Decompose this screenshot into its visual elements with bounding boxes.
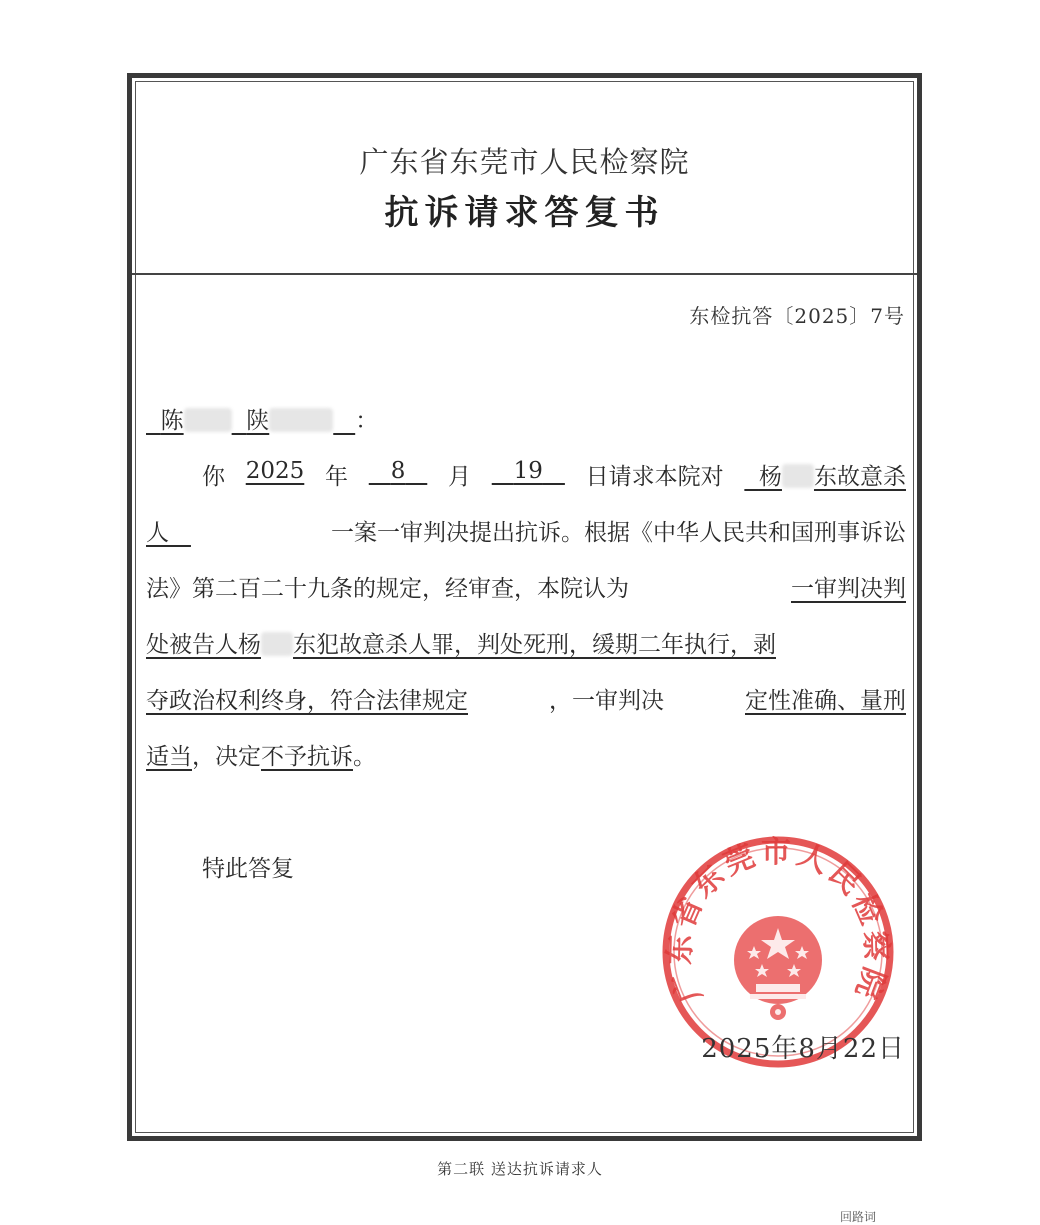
opinion-cont [146, 626, 776, 659]
body-line-2 [146, 514, 906, 547]
month-unit: 月 [448, 464, 471, 490]
body-line-5 [146, 682, 906, 715]
request-month-field [369, 458, 428, 491]
body-you: 你 [202, 464, 225, 490]
request-month: 8 [390, 458, 406, 484]
body-line-3 [146, 570, 906, 603]
case-name: 东故意杀 [813, 464, 906, 490]
judgment-assessment: 定性准确、量刑 [745, 688, 906, 714]
body-line-6 [146, 738, 376, 771]
opinion-field: 一审判决判 [791, 576, 906, 602]
organization-name: 广东省东莞市人民检察院 [359, 145, 690, 179]
request-day-field [492, 458, 565, 491]
document-number: 东检抗答〔2025〕7号 [689, 304, 905, 328]
body-text: 法》第二百二十九条的规定，经审查，本院认为 [146, 576, 629, 602]
year-unit: 年 [325, 464, 349, 490]
redacted-name [269, 408, 333, 432]
addressee-field [146, 408, 355, 434]
body-line-1 [146, 458, 906, 491]
seal-ring-text: 广东省东莞市人民检察院 [662, 835, 894, 1007]
opinion-text: 处被告人杨 [146, 632, 261, 658]
redacted-name [261, 632, 293, 656]
document-frame [127, 73, 922, 1141]
national-emblem-icon [734, 916, 822, 1020]
redacted-name [782, 464, 814, 488]
title-divider [132, 273, 917, 275]
request-day: 19 [513, 458, 543, 484]
addressee-line [146, 402, 378, 435]
case-name-cont [146, 514, 191, 547]
case-field [744, 458, 906, 491]
addressee-colon: ： [355, 408, 379, 434]
decision: 不予抗诉 [261, 744, 353, 770]
body-line-4 [146, 626, 906, 659]
issue-date: 2025年8月22日 [701, 1034, 905, 1064]
addressee-prefix: 陈 [160, 408, 184, 434]
body-text: ，一审判决 [549, 688, 664, 714]
opinion-text: 夺政治权利终身，符合法律规定 [146, 688, 468, 714]
request-text: 日请求本院对 [585, 464, 724, 490]
opinion-text: 东犯故意杀人罪，判处死刑，缓期二年执行，剥 [293, 632, 776, 658]
body-text: 一案一审判决提出抗诉。根据《中华人民共和国刑事诉讼 [331, 520, 906, 546]
document-title: 抗诉请求答复书 [384, 193, 665, 233]
footer-copy-label: 第二联 送达抗诉请求人 [437, 1160, 603, 1178]
judgment-assessment: 适当 [146, 744, 192, 770]
request-year: 2025 [245, 458, 305, 484]
redacted-name [184, 408, 232, 432]
body-text: 。 [353, 744, 376, 770]
addressee-middle: 陕 [246, 408, 270, 434]
defendant-name: 杨 [758, 464, 782, 490]
case-name-end: 人 [146, 520, 169, 546]
body-text: ，决定 [192, 744, 261, 770]
corner-mark: 回路词 [840, 1210, 877, 1224]
closing-text: 特此答复 [202, 856, 294, 882]
